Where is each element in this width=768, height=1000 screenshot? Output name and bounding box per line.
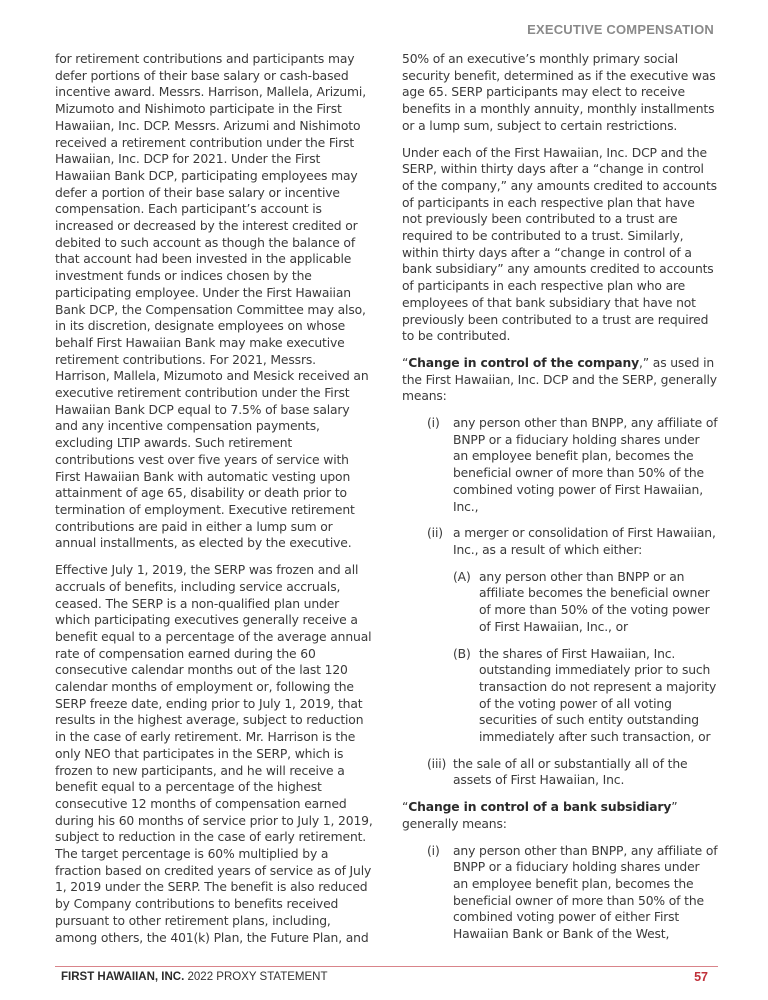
defined-term-company: Change in control of the company — [408, 355, 639, 370]
definition-bank-rest: ” generally means: — [402, 800, 678, 831]
list-item-text: the sale of all or substantially all of the assets of First Hawaiian, Inc. — [453, 756, 688, 788]
definition-company-item-ii — [402, 525, 718, 558]
definition-company-subitem-a — [402, 569, 718, 636]
defined-term-bank: Change in control of a bank subsidiary — [408, 800, 672, 815]
list-item-text: any person other than BNPP, any affiliate of BNPP or a fiduciary holding shares under an employee benefit plan, becomes the beneficial owner of more than 50% of the combined voting power of First Hawaiian, Inc., — [453, 416, 718, 514]
definition-bank-intro — [402, 799, 718, 832]
list-marker: (iii) — [427, 756, 447, 771]
definition-company-intro — [402, 355, 718, 405]
section-header: EXECUTIVE COMPENSATION — [527, 22, 714, 37]
list-item-text: a merger or consolidation of First Hawaiian, Inc., as a result of which either: — [453, 526, 716, 557]
paragraph-serp: Effective July 1, 2019, the SERP was frozen and all accruals of benefits, including service accruals, ceased. The SERP is a non-qualified plan under which participating executives generally receive a benefit equal to a percentage of the average annual rate of compensation earned during the 60 consecutive calendar months out of the last 120 calendar months of employment or, following the SERP freeze date, ending prior to July 1, 2019, that results in the highest average, subject to reduction in the case of early retirement. Mr. Harrison is the only NEO that participates in the SERP, which is frozen to new participants, and he will receive a benefit equal to a percentage of the highest consecutive 12 months of compensation earned during his 60 months of service prior to July 1, 2019, subject to reduction in the case of early retirement. The target percentage is 60% multiplied by a fraction based on credited years of service as of July 1, 2019 under the SERP. The benefit is also reduced by Company contributions to benefits received pursuant to other retirement plans, including, among others, the 401(k) Plan, the Future Plan, and — [55, 563, 373, 945]
page-number: 57 — [694, 970, 708, 984]
open-quote: “ — [402, 355, 409, 370]
paragraph-dcp: for retirement contributions and participants may defer portions of their base salary or cash-based incentive award. Messrs. Harrison, Mallela, Arizumi, Mizumoto and Nishimoto participate in the First Hawaiian, Inc. DCP. Messrs. Arizumi and Nishimoto received a retirement contribution under the First Hawaiian, Inc. DCP for 2021. Under the First Hawaiian Bank DCP, participating employees may defer a portion of their base salary or incentive compensation. Each participant’s account is increased or decreased by the interest credited or debited to such account as though the balance of that account had been invested in the applicable investment funds or indices chosen by the participating employee. Under the First Hawaiian Bank DCP, the Compensation Committee may also, in its discretion, designate employees on whose behalf First Hawaiian Bank may make executive retirement contributions. For 2021, Messrs. Harrison, Mallela, Mizumoto and Mesick received an executive retirement contribution under the First Hawaiian Bank DCP equal to 7.5% of base salary and any incentive compensation payments, excluding LTIP awards. Such retirement contributions vest over five years of service with First Hawaiian Bank with automatic vesting upon attainment of age 65, disability or death prior to termination of employment. Executive retirement contributions are paid in either a lump sum or annual installments, as elected by the executive. — [55, 52, 369, 551]
footer-document-name: 2022 PROXY STATEMENT — [184, 971, 328, 983]
footer-document-title — [61, 971, 327, 983]
definition-company-item-i — [402, 415, 718, 515]
footer-company-name: FIRST HAWAIIAN, INC. — [61, 971, 185, 983]
list-marker: (i) — [427, 843, 440, 858]
list-marker: (i) — [427, 416, 440, 431]
left-column — [55, 51, 373, 956]
list-item-text: any person other than BNPP or an affiliate becomes the beneficial owner of more than 50% of the voting power of First Hawaiian, Inc., or — [479, 569, 710, 634]
footer-divider — [55, 966, 718, 967]
list-marker: (B) — [453, 646, 471, 661]
list-marker: (ii) — [427, 526, 443, 541]
definition-bank-item-i — [402, 843, 718, 943]
right-column — [402, 51, 718, 953]
list-item-text: any person other than BNPP, any affiliate of BNPP or a fiduciary holding shares under an employee benefit plan, becomes the beneficial owner of more than 50% of the combined voting power of either First Hawaiian Bank or Bank of the West, — [453, 843, 718, 942]
open-quote: “ — [402, 800, 409, 815]
list-marker: (A) — [453, 569, 471, 584]
paragraph-serp-continued: 50% of an executive’s monthly primary social security benefit, determined as if the executive was age 65. SERP participants may elect to receive benefits in a monthly annuity, monthly installments or a lump sum, subject to certain restrictions. — [402, 52, 716, 133]
list-item-text: the shares of First Hawaiian, Inc. outstanding immediately prior to such transaction do not represent a majority of the voting power of all voting securities of such entity outstanding immediately after such transaction, or — [479, 646, 717, 745]
definition-company-rest: ,” as used in the First Hawaiian, Inc. DCP and the SERP, generally means: — [402, 355, 717, 404]
definition-company-item-iii — [402, 756, 718, 789]
definition-company-subitem-b — [402, 646, 718, 746]
paragraph-change-in-control: Under each of the First Hawaiian, Inc. DCP and the SERP, within thirty days after a “change in control of the company,” any amounts credited to accounts of participants in each respective plan that have not previously been contributed to a trust are required to be contributed to a trust. Similarly, within thirty days after a “change in control of a bank subsidiary” any amounts credited to accounts of participants in each respective plan who are employees of that bank subsidiary that have not previously been contributed to a trust are required to be contributed. — [402, 145, 717, 344]
